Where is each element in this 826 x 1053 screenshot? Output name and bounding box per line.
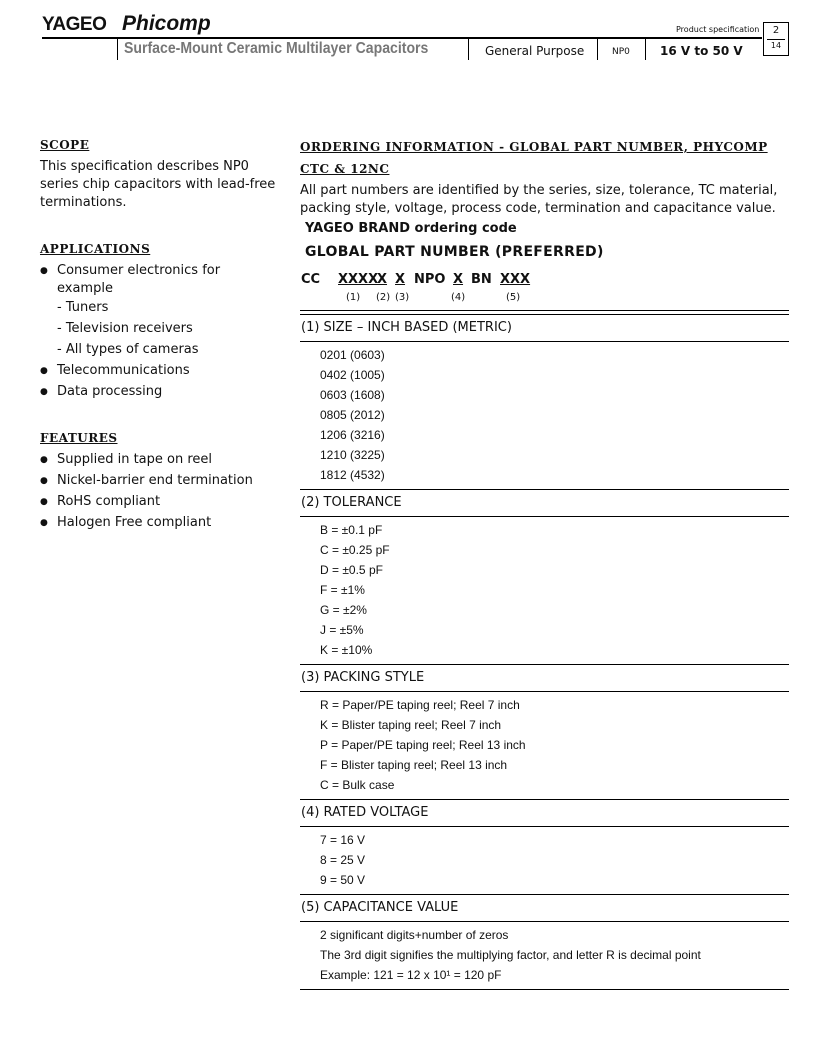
- ordering-heading: ORDERING INFORMATION - GLOBAL PART NUMBER, PHYCOMP: [300, 140, 768, 154]
- code-size: XXXX: [338, 272, 379, 287]
- table-row: Example: 121 = 12 x 10¹ = 120 pF: [320, 968, 502, 982]
- header-divider: [468, 39, 469, 60]
- doc-category: General Purpose: [485, 44, 585, 58]
- table-row: 0603 (1608): [320, 388, 385, 402]
- size-table-heading: (1) SIZE – INCH BASED (METRIC): [300, 315, 789, 342]
- page-divider: [767, 39, 785, 40]
- code-index: (2): [376, 292, 391, 303]
- code-index: (1): [346, 292, 361, 303]
- page-indicator: [763, 22, 789, 56]
- packing-table: [300, 692, 789, 795]
- table-row: 7 = 16 V: [320, 833, 366, 847]
- tolerance-table: [300, 517, 789, 660]
- capacitance-table-heading: (5) CAPACITANCE VALUE: [300, 895, 789, 922]
- list-item: - All types of cameras: [57, 342, 199, 357]
- list-item: - Television receivers: [57, 321, 193, 336]
- table-row: C = ±0.25 pF: [320, 543, 390, 557]
- doc-type-label: Product specification: [676, 25, 760, 34]
- table-row: P = Paper/PE taping reel; Reel 13 inch: [320, 738, 526, 752]
- code-series: CC: [301, 272, 321, 287]
- table-row: 0201 (0603): [320, 348, 385, 362]
- page-number: 2: [772, 25, 780, 36]
- header-divider: [597, 39, 598, 60]
- table-row: 0805 (2012): [320, 408, 385, 422]
- tolerance-table-heading: (2) TOLERANCE: [300, 490, 789, 517]
- left-column: [40, 138, 280, 535]
- yageo-logo-text: YAGEO: [42, 14, 107, 35]
- application-sublist: [57, 299, 280, 359]
- table-row: F = Blister taping reel; Reel 13 inch: [320, 758, 508, 772]
- table-row: R = Paper/PE taping reel; Reel 7 inch: [320, 698, 520, 712]
- table-row: 0402 (1005): [320, 368, 385, 382]
- application-label: Consumer electronics for example: [57, 263, 221, 296]
- table-row: K = Blister taping reel; Reel 7 inch: [320, 718, 502, 732]
- table-bottom-rule: [300, 989, 789, 990]
- doc-dielectric: NP0: [612, 47, 630, 57]
- applications-heading: APPLICATIONS: [40, 242, 151, 256]
- code-index: (3): [395, 292, 410, 303]
- doc-title: Surface-Mount Ceramic Multilayer Capacitors: [124, 40, 429, 57]
- list-item: ● Supplied in tape on reel: [40, 451, 280, 469]
- scope-heading: SCOPE: [40, 138, 90, 152]
- header-divider: [645, 39, 646, 60]
- table-row: 2 significant digits+number of zeros: [320, 928, 509, 942]
- capacitance-table: [300, 922, 789, 985]
- table-row: 1812 (4532): [320, 468, 385, 482]
- table-row: 8 = 25 V: [320, 853, 366, 867]
- size-table: [300, 342, 789, 485]
- list-item: ● Data processing: [40, 383, 280, 401]
- list-item: ● Halogen Free compliant: [40, 514, 280, 532]
- code-voltage: X: [453, 272, 464, 287]
- table-row: D = ±0.5 pF: [320, 563, 383, 577]
- global-part-number-title: GLOBAL PART NUMBER (PREFERRED): [305, 244, 604, 260]
- brand-code-title: YAGEO BRAND ordering code: [305, 221, 517, 236]
- code-packing: X: [395, 272, 406, 287]
- table-row: The 3rd digit signifies the multiplying factor, and letter R is decimal point: [320, 948, 701, 962]
- applications-list: [40, 262, 280, 401]
- table-row: 1210 (3225): [320, 448, 385, 462]
- right-column: [300, 136, 789, 990]
- table-row: B = ±0.1 pF: [320, 523, 383, 537]
- table-row: J = ±5%: [320, 623, 364, 637]
- table-row: 9 = 50 V: [320, 873, 366, 887]
- table-row: 1206 (3216): [320, 428, 385, 442]
- code-tc-material: NPO: [414, 272, 446, 287]
- page-total: 14: [770, 41, 782, 50]
- packing-table-heading: (3) PACKING STYLE: [300, 665, 789, 692]
- phycomp-logo-text: Phicomp: [122, 12, 211, 35]
- part-number-code: [300, 272, 789, 310]
- header-divider: [117, 39, 118, 60]
- features-heading: FEATURES: [40, 431, 118, 445]
- table-row: K = ±10%: [320, 643, 373, 657]
- list-item: ● RoHS compliant: [40, 493, 280, 511]
- code-tolerance: X: [377, 272, 388, 287]
- list-item: ● Telecommunications: [40, 362, 280, 380]
- table-row: F = ±1%: [320, 583, 365, 597]
- ordering-heading-line2: CTC & 12NC: [300, 162, 390, 176]
- list-item: - Tuners: [57, 300, 109, 315]
- ordering-intro: All part numbers are identified by the series, size, tolerance, TC material, packing style, voltage, process code, termination and capacitance value.: [300, 183, 778, 216]
- features-list: [40, 451, 280, 532]
- voltage-table-heading: (4) RATED VOLTAGE: [300, 800, 789, 827]
- list-item: [40, 262, 280, 359]
- code-process: BN: [471, 272, 492, 287]
- code-capacitance: XXX: [500, 272, 531, 287]
- doc-voltage-range: 16 V to 50 V: [660, 44, 743, 58]
- table-row: C = Bulk case: [320, 778, 395, 792]
- list-item: ● Nickel-barrier end termination: [40, 472, 280, 490]
- voltage-table: [300, 827, 789, 890]
- code-index: (5): [506, 292, 521, 303]
- header-rule: [42, 37, 762, 39]
- table-row: G = ±2%: [320, 603, 367, 617]
- scope-text: This specification describes NP0 series chip capacitors with lead-free terminations.: [40, 159, 276, 210]
- code-index: (4): [451, 292, 466, 303]
